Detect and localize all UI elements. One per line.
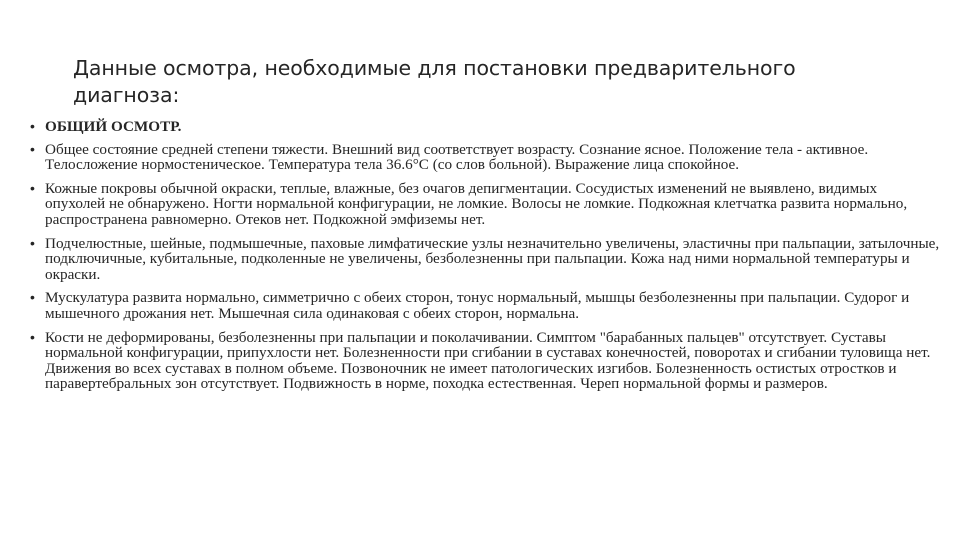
bullet-item-bones-joints: [30, 330, 940, 392]
bullet-item-muscles: [30, 290, 940, 321]
bullet-icon: •: [30, 179, 35, 196]
bullet-text: Общее состояние средней степени тяжести. Внешний вид соответствует возрасту. Сознание ясное. Положение тела - активное. Телосложение нормостеническое. Температура тела 36.6°С (со слов больной). Выражение лица спокойное.: [45, 140, 869, 174]
bullet-icon: •: [30, 328, 35, 345]
bullet-text: Мускулатура развита нормально, симметрично с обеих сторон, тонус нормальный, мышцы безболезненны при пальпации. Судорог и мышечного дрожания нет. Мышечная сила одинаковая с обеих сторон, нормальна.: [45, 289, 910, 322]
bullet-icon: •: [30, 140, 35, 157]
bullet-text: Подчелюстные, шейные, подмышечные, паховые лимфатические узлы незначительно увеличены, эластичны при пальпации, затылочные, подключичные, кубитальные, подколенные не увеличены, безболезненны при пальпации. Кожа над ними нормальной температуры и окраски.: [45, 234, 940, 283]
bullet-text: Кожные покровы обычной окраски, теплые, влажные, без очагов депигментации. Сосудистых изменений не выявлено, видимых опухолей не обнаружено. Ногти нормальной конфигурации, не ломкие. Волосы не ломкие. Подкожная клетчатка развита нормально, распространена равномерно. Отеков нет. Подкожной эмфиземы нет.: [45, 179, 908, 228]
bullet-list: [30, 119, 940, 400]
bullet-icon: •: [30, 289, 35, 306]
slide-title: Данные осмотра, необходимые для постановки предварительного диагноза:: [73, 56, 796, 107]
bullet-icon: •: [30, 234, 35, 251]
bullet-item-skin: [30, 181, 940, 228]
section-heading: ОБЩИЙ ОСМОТР.: [45, 118, 182, 135]
bullet-icon: •: [30, 118, 35, 134]
bullet-item-general-condition: [30, 142, 940, 173]
bullet-text: Кости не деформированы, безболезненны при пальпации и поколачивании. Симптом "барабанных пальцев" отсутствует. Суставы нормальной конфигурации, припухлости нет. Болезненности при сгибании в суставах конечностей, поворотах и сгибании туловища нет. Движения во всех суставах в полном объеме. Позвоночник не имеет патологических изгибов. Болезненность остистых отростков и паравертебральных зон отсутствует. Подвижность в норме, походка естественная. Череп нормальной формы и размеров.: [45, 328, 931, 393]
bullet-item-lymph-nodes: [30, 236, 940, 283]
bullet-item-general-exam: [30, 119, 940, 135]
